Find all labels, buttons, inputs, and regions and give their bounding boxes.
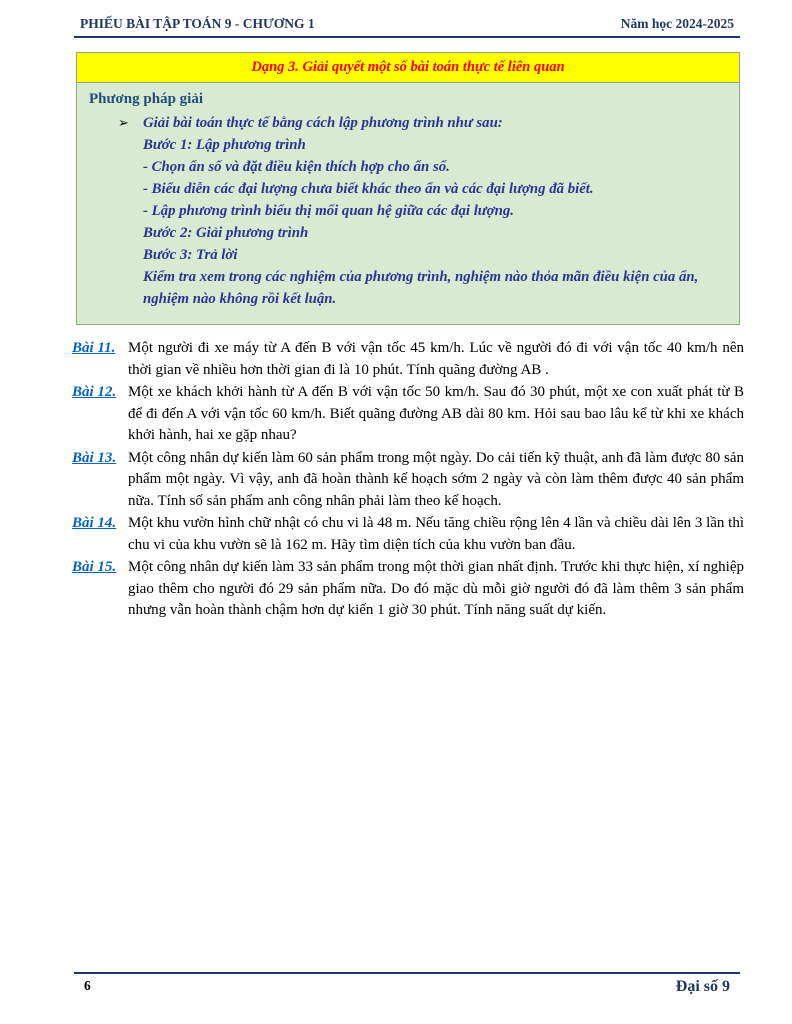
method-step-line: Bước 2: Giải phương trình xyxy=(143,225,309,241)
method-step-line: - Chọn ẩn số và đặt điều kiện thích hợp cho ẩn số. xyxy=(143,159,450,175)
problem-text: Một công nhân dự kiến làm 33 sản phẩm trong một thời gian nhất định. Trước khi thực hiện, xí nghiệp giao thêm cho người đó 29 sản phẩm nữa. Do đó mặc dù mỗi giờ người đó đã làm thêm 3 sản phẩm nhưng vẫn hoàn thành chậm hơn dự kiến 1 giờ 30 phút. Tính năng suất dự kiến. xyxy=(128,559,744,618)
footer-section-title: Đại số 9 xyxy=(675,978,730,995)
method-box-title: Dạng 3. Giải quyết một số bài toán thực tế liên quan xyxy=(77,53,739,83)
problem-label: Bài 15. xyxy=(72,559,117,575)
method-intro: Giải bài toán thực tế bằng cách lập phương trình như sau: xyxy=(143,115,503,131)
problem-item xyxy=(72,513,744,556)
page-header xyxy=(74,16,740,38)
problem-list xyxy=(72,338,744,623)
problem-item xyxy=(72,382,744,447)
problem-label: Bài 13. xyxy=(72,449,117,466)
header-school-year: Năm học 2024-2025 xyxy=(620,16,734,31)
problem-item xyxy=(72,448,744,513)
problem-label: Bài 12. xyxy=(72,384,117,400)
header-title: PHIẾU BÀI TẬP TOÁN 9 - CHƯƠNG 1 xyxy=(80,16,315,31)
problem-text: Một công nhân dự kiến làm 60 sản phẩm trong một ngày. Do cải tiến kỹ thuật, anh đã làm được 80 sản phẩm một ngày. Vì vậy, anh đã hoàn thành kế hoạch sớm 2 ngày và còn làm thêm được 40 sản phẩm nữa. Tính số sản phẩm anh công nhân phải làm theo kế hoạch. xyxy=(128,449,744,509)
problem-item xyxy=(72,338,744,381)
page-footer xyxy=(74,972,740,996)
method-heading: Phương pháp giải xyxy=(89,91,204,107)
method-step-line: - Biểu diễn các đại lượng chưa biết khác theo ẩn và các đại lượng đã biết. xyxy=(143,181,594,197)
problem-text: Một xe khách khởi hành từ A đến B với vận tốc 50 km/h. Sau đó 30 phút, một xe con xuất phát từ B để đi đến A với vận tốc 60 km/h. Biết quãng đường AB dài 80 km. Hỏi sau bao lâu kể từ khi xe khách khởi hành, hai xe gặp nhau? xyxy=(128,384,744,443)
problem-label: Bài 14. xyxy=(72,515,117,531)
problem-text: Một người đi xe máy từ A đến B với vận tốc 45 km/h. Lúc về người đó đi với vận tốc 40 km/h nên thời gian về nhiều hơn thời gian đi là 10 phút. Tính quãng đường AB . xyxy=(128,340,744,378)
method-box xyxy=(76,52,740,325)
method-step-line: Bước 3: Trả lời xyxy=(143,247,238,263)
method-bullet-row xyxy=(118,112,727,134)
arrow-bullet-icon: ➢ xyxy=(118,115,129,130)
method-box-body xyxy=(77,83,739,324)
problem-text: Một khu vườn hình chữ nhật có chu vi là 48 m. Nếu tăng chiều rộng lên 4 lần và chiều dài lên 3 lần thì chu vi của khu vườn sẽ là 162 m. Hãy tìm diện tích của khu vườn ban đầu. xyxy=(128,515,744,553)
method-step-line: Kiểm tra xem trong các nghiệm của phương trình, nghiệm nào thỏa mãn điều kiện của ẩn, nghiệm nào không rồi kết luận. xyxy=(143,269,699,307)
method-step-line: Bước 1: Lập phương trình xyxy=(143,137,306,153)
problem-item xyxy=(72,557,744,622)
problem-label: Bài 11. xyxy=(72,340,116,356)
method-step-line: - Lập phương trình biểu thị mối quan hệ giữa các đại lượng. xyxy=(143,203,514,219)
page-number: 6 xyxy=(84,978,91,993)
